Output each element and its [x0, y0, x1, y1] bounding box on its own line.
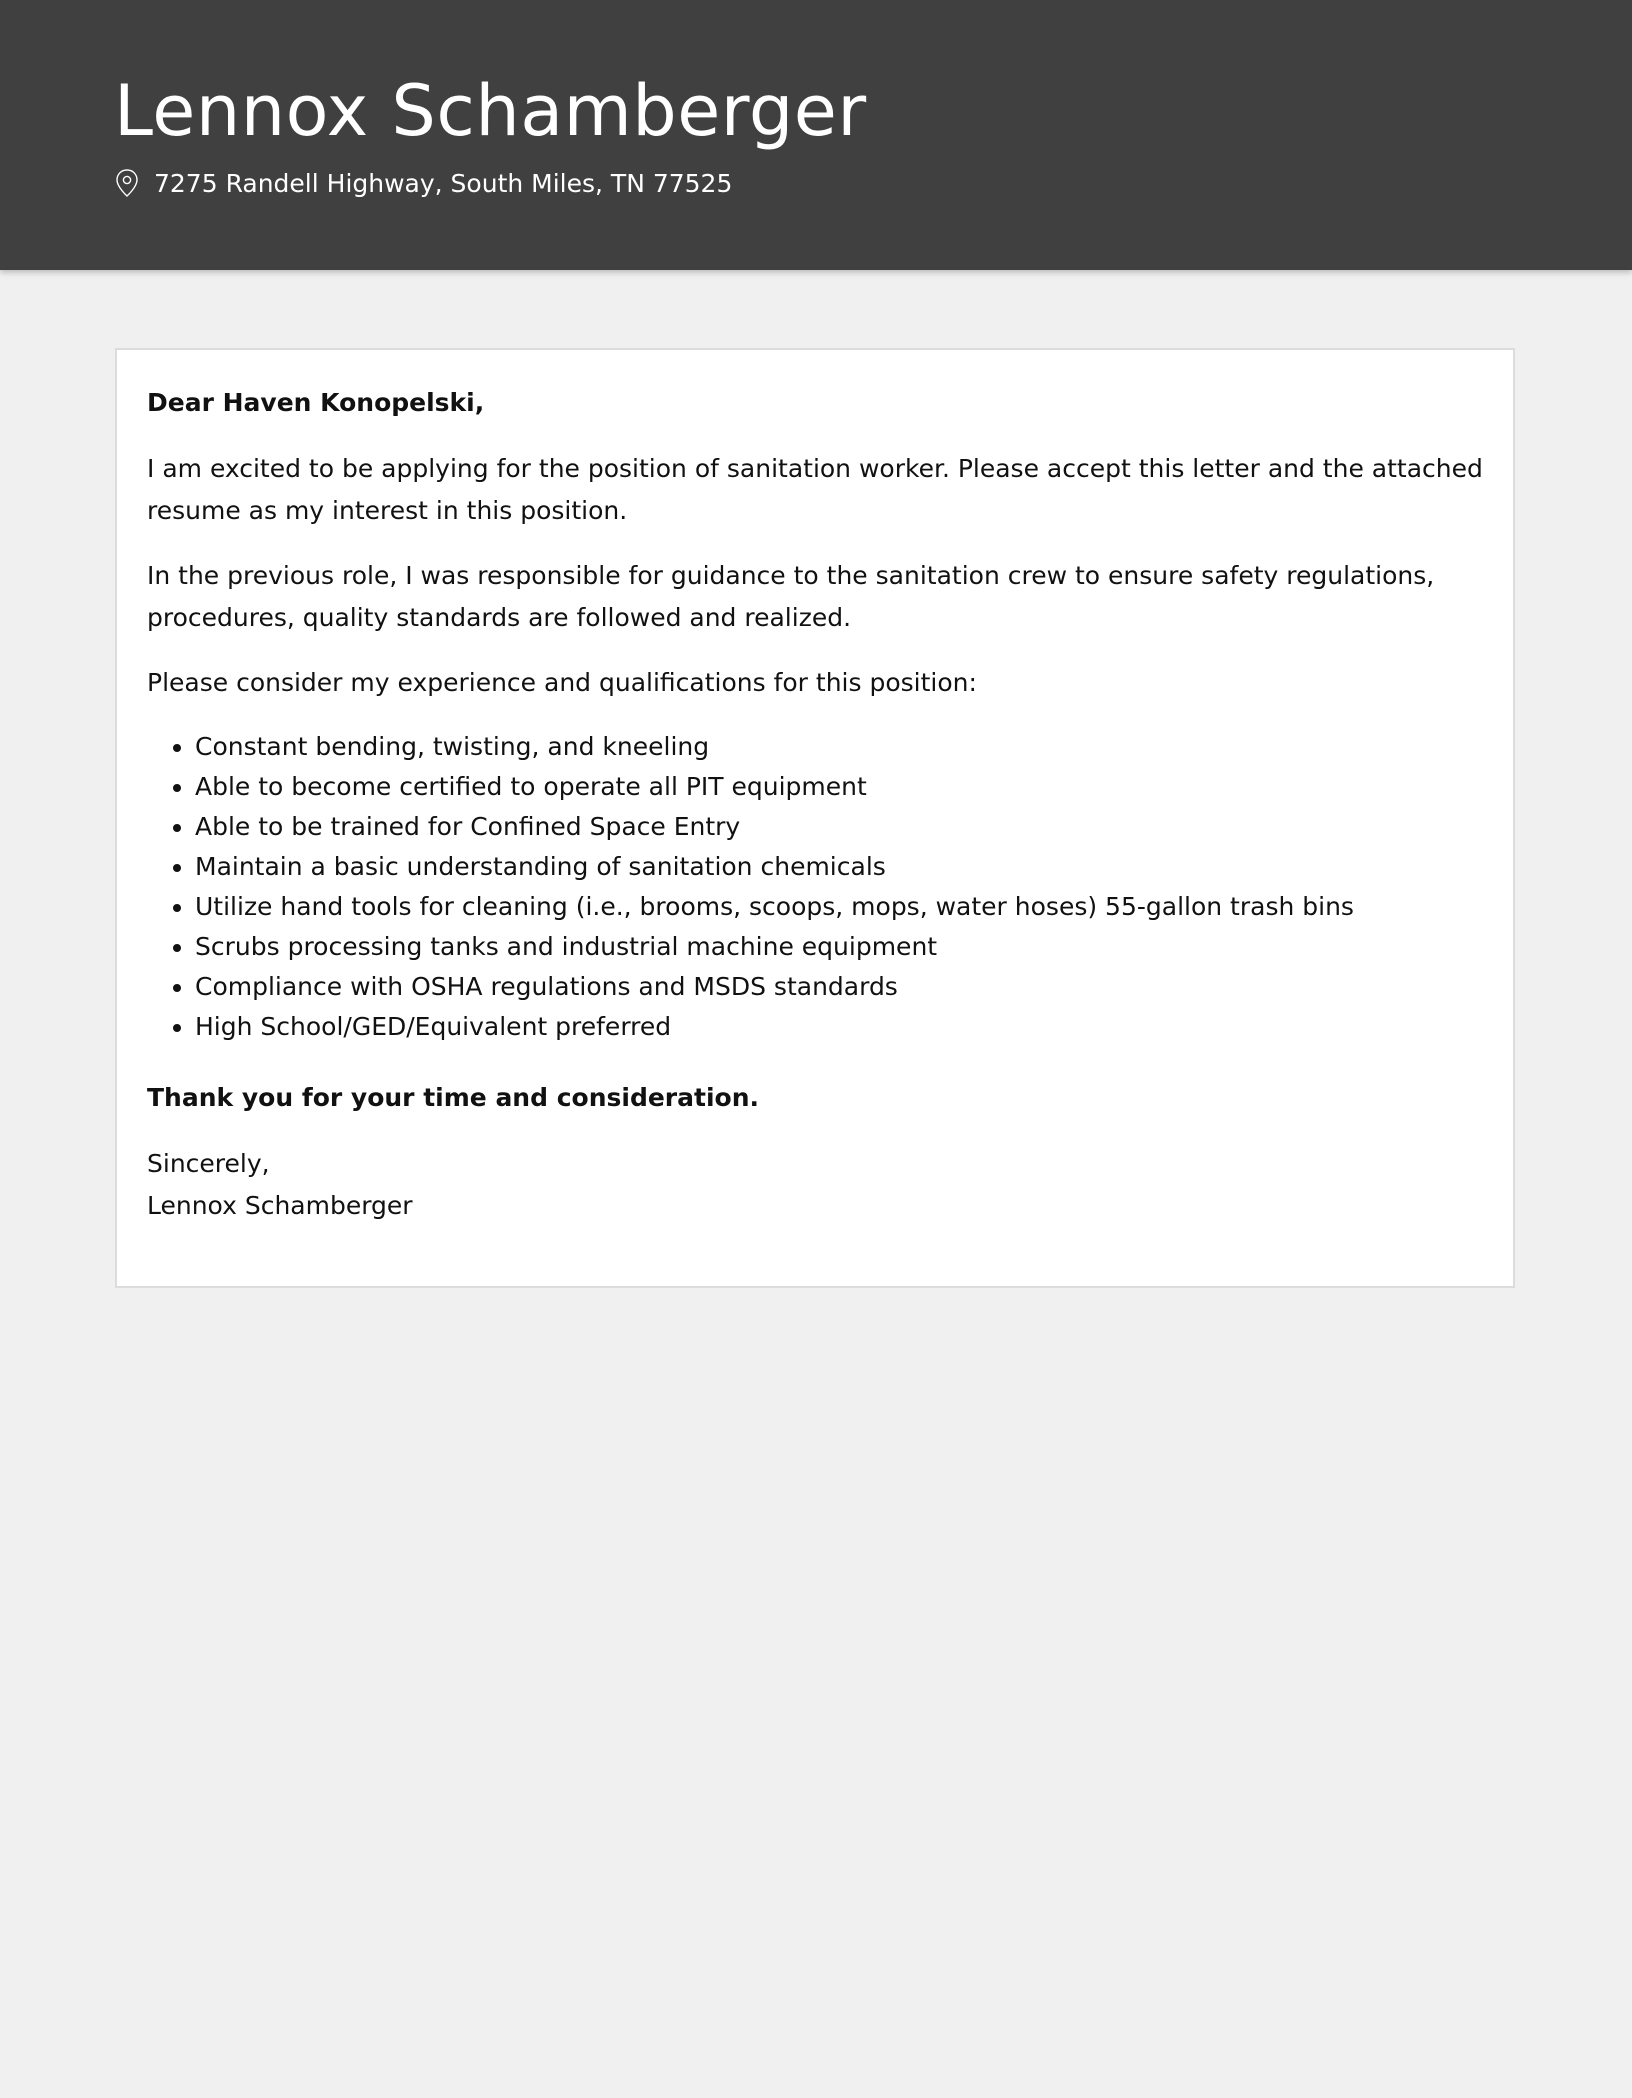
list-item: • Able to become certified to operate all PIT equipment — [195, 767, 1483, 807]
qualifications-intro: Please consider my experience and qualifications for this position: — [147, 668, 977, 697]
address-text: 7275 Randell Highway, South Miles, TN 77525 — [154, 168, 733, 198]
experience-paragraph: In the previous role, I was responsible for guidance to the sanitation crew to ensure safety regulations, procedures, quality standards are followed and realized. — [147, 561, 1435, 632]
map-pin-icon — [114, 168, 140, 198]
list-item: • Utilize hand tools for cleaning (i.e., brooms, scoops, mops, water hoses) 55-gallon trash bins — [195, 887, 1483, 927]
page-header — [0, 0, 1632, 270]
intro-paragraph: I am excited to be applying for the position of sanitation worker. Please accept this letter and the attached resume as my interest in this position. — [147, 454, 1483, 525]
list-item: • Able to be trained for Confined Space Entry — [195, 807, 1483, 847]
list-item: • High School/GED/Equivalent preferred — [195, 1007, 1483, 1047]
list-item: • Constant bending, twisting, and kneeling — [195, 727, 1483, 767]
list-item: • Scrubs processing tanks and industrial machine equipment — [195, 927, 1483, 967]
signature: Lennox Schamberger — [147, 1191, 413, 1220]
salutation: Dear Haven Konopelski, — [147, 388, 485, 417]
sign-off: Sincerely, — [147, 1149, 270, 1178]
closing-thanks: Thank you for your time and consideration. — [147, 1083, 759, 1112]
list-item: • Maintain a basic understanding of sanitation chemicals — [195, 847, 1483, 887]
cover-letter-card — [115, 348, 1515, 1288]
list-item: • Compliance with OSHA regulations and MSDS standards — [195, 967, 1483, 1007]
qualifications-list — [147, 727, 1483, 1047]
address-line — [114, 163, 732, 203]
applicant-name: Lennox Schamberger — [114, 70, 867, 152]
